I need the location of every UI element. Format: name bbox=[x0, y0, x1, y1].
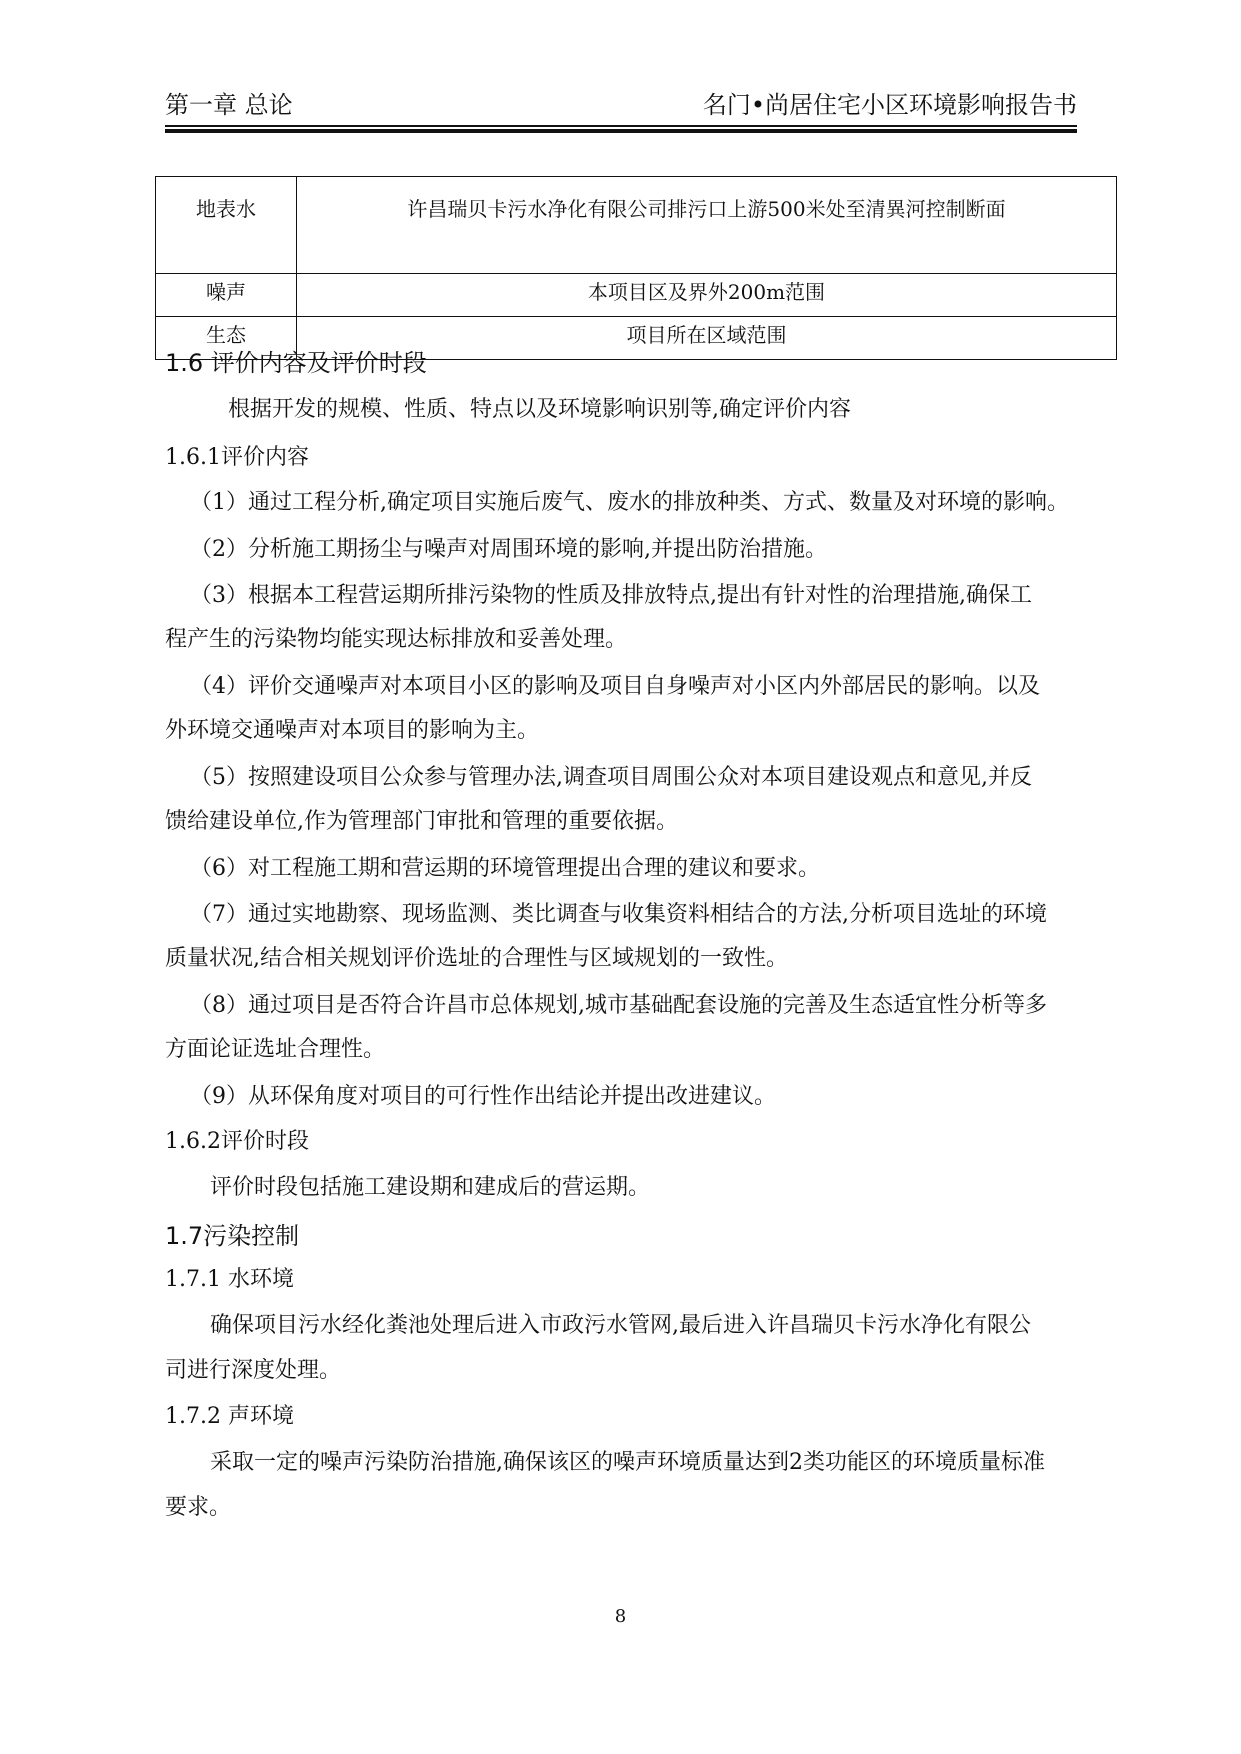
chapter-title: 第一章 总论 bbox=[165, 91, 293, 119]
list-item: （4）评价交通噪声对本项目小区的影响及项目自身噪声对小区内外部居民的影响。以及 bbox=[190, 674, 1040, 699]
list-item-continued: 馈给建设单位,作为管理部门审批和管理的重要依据。 bbox=[165, 809, 678, 834]
list-item: （9）从环保角度对项目的可行性作出结论并提出改进建议。 bbox=[190, 1084, 776, 1109]
list-item: （8）通过项目是否符合许昌市总体规划,城市基础配套设施的完善及生态适宜性分析等多 bbox=[190, 993, 1047, 1018]
assessment-scope-table bbox=[155, 176, 1117, 360]
section-heading: 1.7污染控制 bbox=[165, 1222, 300, 1250]
list-item: （2）分析施工期扬尘与噪声对周围环境的影响,并提出防治措施。 bbox=[190, 537, 827, 562]
table-cell-item: 噪声 bbox=[156, 274, 297, 317]
subsection-heading: 1.7.1 水环境 bbox=[165, 1267, 294, 1292]
table-cell-item: 生态 bbox=[156, 317, 297, 360]
section-heading: 1.6 评价内容及评价时段 bbox=[165, 349, 427, 377]
paragraph: 根据开发的规模、性质、特点以及环境影响识别等,确定评价内容 bbox=[228, 397, 851, 422]
table-row bbox=[156, 177, 1117, 274]
table-cell-scope: 项目所在区域范围 bbox=[297, 317, 1117, 360]
paragraph: 采取一定的噪声污染防治措施,确保该区的噪声环境质量达到2类功能区的环境质量标准 bbox=[210, 1450, 1045, 1475]
paragraph-continued: 司进行深度处理。 bbox=[165, 1358, 342, 1383]
list-item: （6）对工程施工期和营运期的环境管理提出合理的建议和要求。 bbox=[190, 856, 820, 881]
subsection-heading: 1.6.1评价内容 bbox=[165, 445, 309, 470]
table-cell-scope: 本项目区及界外200m范围 bbox=[297, 274, 1117, 317]
page-header bbox=[165, 85, 1077, 127]
page-number: 8 bbox=[614, 1606, 627, 1627]
paragraph: 评价时段包括施工建设期和建成后的营运期。 bbox=[210, 1175, 651, 1200]
table-cell-scope: 许昌瑞贝卡污水净化有限公司排污口上游500米处至清異河控制断面 bbox=[297, 177, 1117, 274]
list-item: （1）通过工程分析,确定项目实施后废气、废水的排放种类、方式、数量及对环境的影响。 bbox=[190, 490, 1069, 515]
list-item-continued: 方面论证选址合理性。 bbox=[165, 1037, 386, 1062]
table-cell-item: 地表水 bbox=[156, 177, 297, 274]
paragraph-continued: 要求。 bbox=[165, 1495, 232, 1520]
subsection-heading: 1.6.2评价时段 bbox=[165, 1129, 309, 1154]
list-item: （3）根据本工程营运期所排污染物的性质及排放特点,提出有针对性的治理措施,确保工 bbox=[190, 583, 1032, 608]
paragraph: 确保项目污水经化粪池处理后进入市政污水管网,最后进入许昌瑞贝卡污水净化有限公 bbox=[210, 1313, 1031, 1338]
subsection-heading: 1.7.2 声环境 bbox=[165, 1404, 294, 1429]
list-item: （5）按照建设项目公众参与管理办法,调查项目周围公众对本项目建设观点和意见,并反 bbox=[190, 765, 1032, 790]
list-item-continued: 质量状况,结合相关规划评价选址的合理性与区域规划的一致性。 bbox=[165, 946, 788, 971]
list-item-continued: 外环境交通噪声对本项目的影响为主。 bbox=[165, 718, 540, 743]
header-rule bbox=[165, 129, 1077, 133]
report-title: 名门•尚居住宅小区环境影响报告书 bbox=[702, 91, 1077, 119]
list-item: （7）通过实地勘察、现场监测、类比调查与收集资料相结合的方法,分析项目选址的环境 bbox=[190, 902, 1047, 927]
table-row bbox=[156, 274, 1117, 317]
list-item-continued: 程产生的污染物均能实现达标排放和妥善处理。 bbox=[165, 627, 628, 652]
